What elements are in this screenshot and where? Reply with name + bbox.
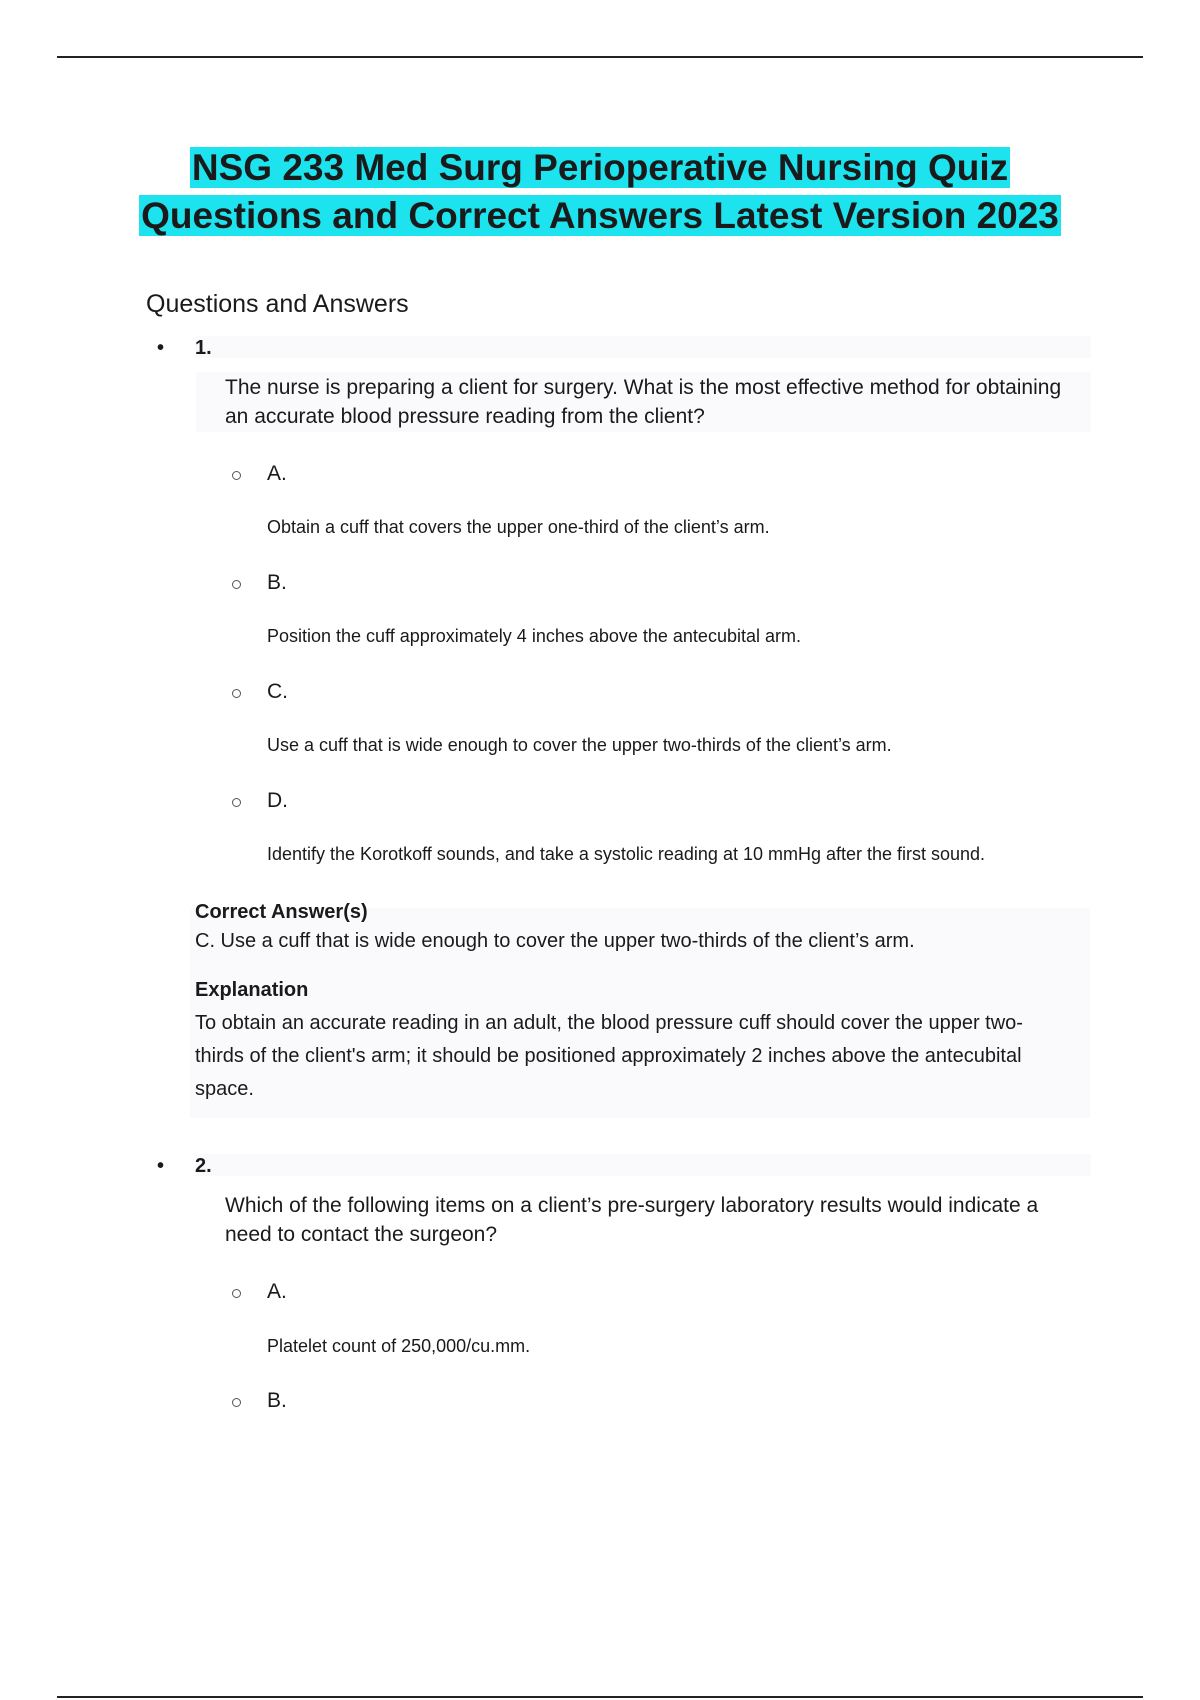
document-title: NSG 233 Med Surg Perioperative Nursing Quiz Questions and Correct Answers Latest Version 2023 (141, 147, 1059, 236)
explanation-label: Explanation (195, 979, 309, 1001)
option-a-bullet (232, 1289, 241, 1298)
question-1-option-d-text: Identify the Korotkoff sounds, and take a systolic reading at 10 mmHg after the first sound. (267, 844, 986, 864)
option-a-bullet (232, 471, 241, 480)
question-1-option-a-text: Obtain a cuff that covers the upper one-third of the client’s arm. (267, 517, 770, 537)
correct-answer-label: Correct Answer(s) (195, 901, 368, 923)
question-2-option-a-letter: A. (267, 1280, 287, 1303)
question-2-option-b-letter: B. (267, 1389, 287, 1412)
question-2-option-a-text: Platelet count of 250,000/cu.mm. (267, 1336, 531, 1356)
question-1-option-d-letter: D. (267, 789, 288, 812)
question-1-bullet: • (157, 337, 165, 359)
question-1-option-b-text: Position the cuff approximately 4 inches above the antecubital arm. (267, 626, 801, 646)
option-b-bullet (232, 1398, 241, 1407)
question-1-text: The nurse is preparing a client for surgery. What is the most effective method for obtaining an accurate blood pressure reading from the client? (225, 376, 1062, 428)
question-1-option-a-letter: A. (267, 462, 287, 485)
top-rule (57, 56, 1143, 58)
question-2-text: Which of the following items on a client’s pre-surgery laboratory results would indicate a need to contact the surgeon? (225, 1194, 1039, 1246)
question-1-option-c-text: Use a cuff that is wide enough to cover the upper two-thirds of the client’s arm. (267, 735, 892, 755)
bottom-rule (57, 1696, 1143, 1698)
question-1-band (196, 336, 1091, 358)
option-c-bullet (232, 689, 241, 698)
question-2-number: 2. (195, 1155, 212, 1177)
correct-answer-text: C. Use a cuff that is wide enough to cover the upper two-thirds of the client’s arm. (195, 930, 915, 952)
option-d-bullet (232, 798, 241, 807)
question-1-option-c-letter: C. (267, 680, 288, 703)
question-1-option-b-letter: B. (267, 571, 287, 594)
explanation-text: To obtain an accurate reading in an adult, the blood pressure cuff should cover the upper two-thirds of the client's arm; it should be positioned approximately 2 inches above the antecubital space. (195, 1012, 1023, 1100)
section-heading: Questions and Answers (146, 290, 409, 318)
option-b-bullet (232, 580, 241, 589)
question-1-number: 1. (195, 337, 212, 359)
question-2-bullet: • (157, 1155, 165, 1177)
question-2-band (196, 1154, 1091, 1176)
